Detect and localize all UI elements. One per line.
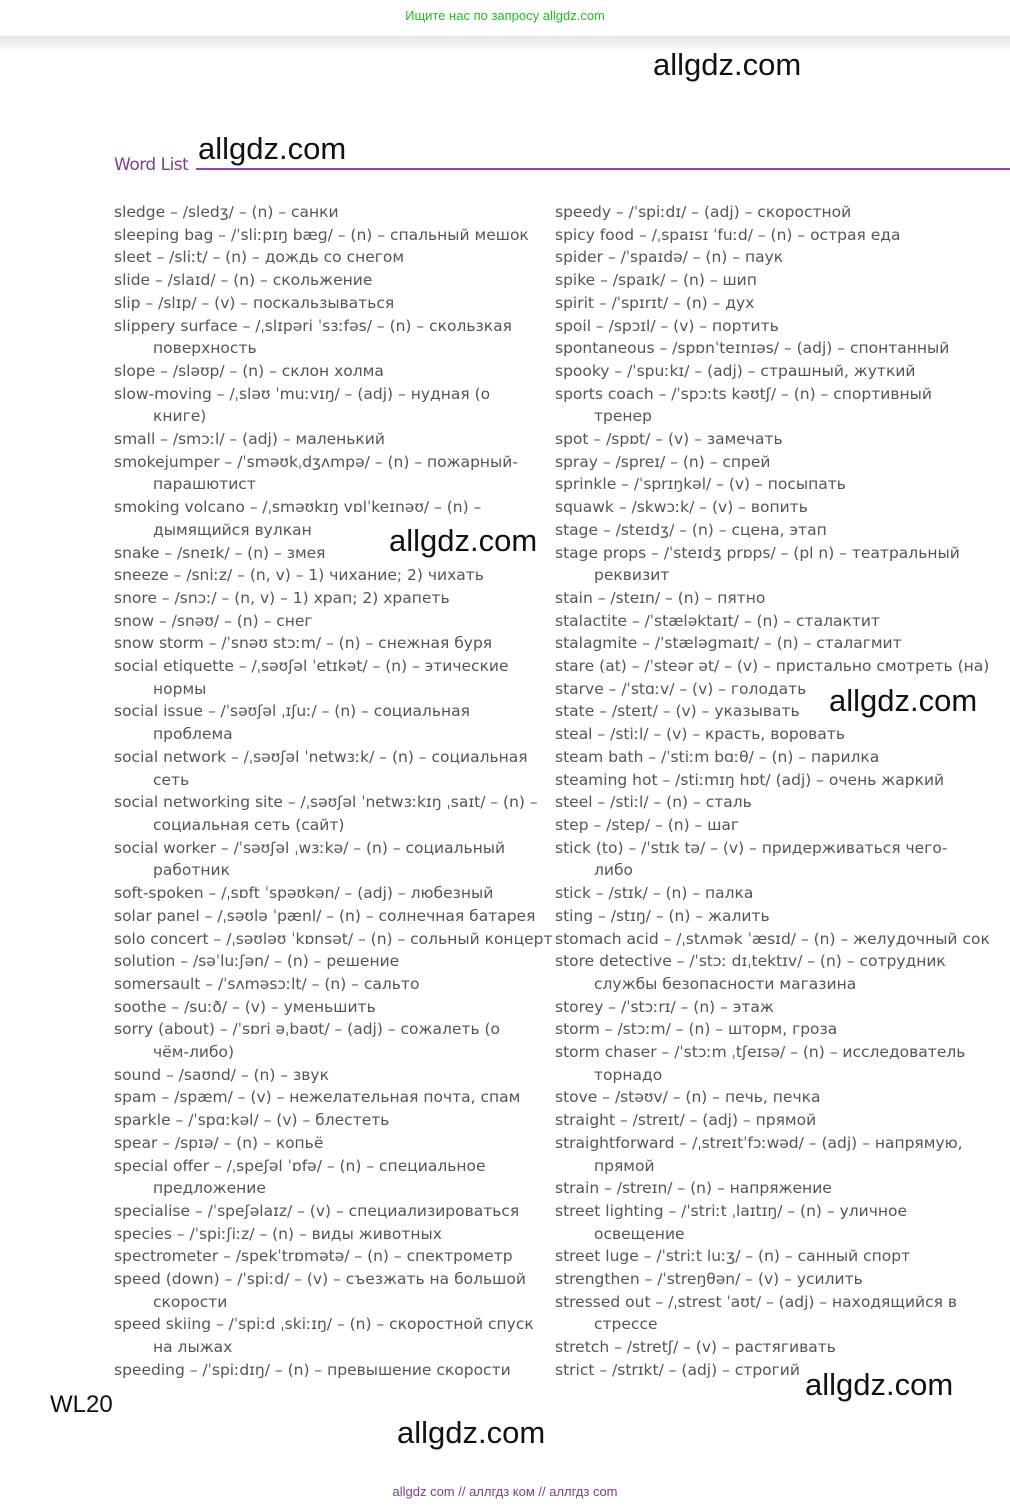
word-entry bbox=[555, 1018, 1005, 1041]
entry-continuation: книге) bbox=[153, 407, 207, 426]
word-entry bbox=[555, 451, 1005, 474]
entry-text: stage props – /ˈsteɪdʒ prɒps/ – (pl n) – театральный bbox=[555, 543, 960, 562]
word-entry bbox=[114, 837, 534, 882]
word-entry bbox=[114, 1268, 534, 1313]
entry-continuation: реквизит bbox=[594, 566, 670, 585]
entry-text: strict – /strɪkt/ – (adj) – строгий bbox=[555, 1360, 800, 1379]
entry-text: social networking site – /ˌsəʊʃəl ˈnetwɜːkɪŋ ˌsaɪt/ – (n) – bbox=[114, 793, 538, 812]
word-entry bbox=[555, 1177, 1005, 1200]
entry-text: stomach acid – /ˌstʌmək ˈæsɪd/ – (n) – желудочный сок bbox=[555, 929, 990, 948]
entry-text: solar panel – /ˌsəʊlə ˈpænl/ – (n) – солнечная батарея bbox=[114, 906, 536, 925]
word-entry bbox=[555, 882, 1005, 905]
word-entry bbox=[555, 292, 1005, 315]
entry-text: sorry (about) – /ˈsɒri əˌbaʊt/ – (adj) – сожалеть (о bbox=[114, 1020, 501, 1039]
entry-continuation: тренер bbox=[594, 407, 652, 426]
entry-continuation: на лыжах bbox=[153, 1338, 233, 1357]
entry-text: spontaneous – /spɒnˈteɪnɪəs/ – (adj) – спонтанный bbox=[555, 339, 950, 358]
entry-text: soothe – /suːð/ – (v) – уменьшить bbox=[114, 997, 376, 1016]
entry-text: speed (down) – /ˈspiːd/ – (v) – съезжать на большой bbox=[114, 1270, 526, 1289]
word-entry bbox=[114, 315, 534, 360]
entry-text: sting – /stɪŋ/ – (n) – жалить bbox=[555, 906, 770, 925]
entry-text: stalactite – /ˈstæləktaɪt/ – (n) – сталактит bbox=[555, 611, 880, 630]
entry-text: social issue – /ˈsəʊʃəl ˌɪʃuː/ – (n) – социальная bbox=[114, 702, 470, 721]
entry-text: sneeze – /sniːz/ – (n, v) – 1) чихание; 2) чихать bbox=[114, 566, 484, 585]
entry-continuation: скорости bbox=[153, 1292, 228, 1311]
entry-text: somersault – /ˈsʌməsɔːlt/ – (n) – сальто bbox=[114, 974, 420, 993]
entry-text: spam – /spæm/ – (v) – нежелательная почта, спам bbox=[114, 1088, 521, 1107]
entry-text: speed skiing – /ˈspiːd ˌskiːɪŋ/ – (n) – скоростной спуск bbox=[114, 1315, 534, 1334]
word-entry bbox=[114, 224, 534, 247]
word-entry bbox=[114, 746, 534, 791]
entry-text: store detective – /ˈstɔː dɪˌtektɪv/ – (n) – сотрудник bbox=[555, 952, 946, 971]
word-entry bbox=[114, 360, 534, 383]
entry-text: slide – /slaɪd/ – (n) – скольжение bbox=[114, 271, 373, 290]
word-entry bbox=[114, 1018, 534, 1063]
title-rule bbox=[196, 168, 1010, 170]
entry-text: spike – /spaɪk/ – (n) – шип bbox=[555, 271, 757, 290]
entry-continuation: торнадо bbox=[594, 1065, 663, 1084]
entry-text: solo concert – /ˌsəʊləʊ ˈkɒnsət/ – (n) – сольный концерт bbox=[114, 929, 553, 948]
entry-text: stare (at) – /ˈsteər ət/ – (v) – пристально смотреть (на) bbox=[555, 657, 990, 676]
entry-text: starve – /ˈstɑːv/ – (v) – голодать bbox=[555, 679, 807, 698]
word-entry bbox=[114, 1086, 534, 1109]
entry-continuation: либо bbox=[594, 861, 634, 880]
word-entry bbox=[114, 1359, 534, 1382]
entry-text: street lighting – /ˈstriːt ˌlaɪtɪŋ/ – (n) – уличное bbox=[555, 1201, 908, 1220]
page-number: WL20 bbox=[50, 1391, 113, 1418]
word-entry bbox=[555, 1268, 1005, 1291]
word-entry bbox=[555, 269, 1005, 292]
word-entry bbox=[114, 928, 553, 951]
entry-text: spectrometer – /spekˈtrɒmətə/ – (n) – спектрометр bbox=[114, 1247, 513, 1266]
word-entry bbox=[555, 905, 1005, 928]
entry-text: slippery surface – /ˌslɪpəri ˈsɜːfəs/ – (n) – скользкая bbox=[114, 316, 512, 335]
word-entry bbox=[555, 496, 1005, 519]
entry-text: step – /step/ – (n) – шаг bbox=[555, 815, 740, 834]
entry-text: spear – /spɪə/ – (n) – копьё bbox=[114, 1133, 324, 1152]
word-entry bbox=[555, 746, 1005, 769]
word-entry bbox=[555, 473, 1005, 496]
word-entry bbox=[555, 1336, 1005, 1359]
entry-text: sound – /saʊnd/ – (n) – звук bbox=[114, 1065, 329, 1084]
entry-text: slip – /slɪp/ – (v) – поскальзываться bbox=[114, 293, 395, 312]
word-entry bbox=[114, 973, 534, 996]
word-entry bbox=[555, 337, 1005, 360]
entry-text: social etiquette – /ˌsəʊʃəl ˈetɪkət/ – (n) – этические bbox=[114, 657, 509, 676]
word-entry bbox=[114, 1132, 534, 1155]
entry-text: slope – /sləʊp/ – (n) – склон холма bbox=[114, 361, 384, 380]
entry-text: stick – /stɪk/ – (n) – палка bbox=[555, 884, 754, 903]
word-entry bbox=[114, 1155, 534, 1200]
word-entry bbox=[114, 269, 534, 292]
entry-text: snow storm – /ˈsnəʊ stɔːm/ – (n) – снежная буря bbox=[114, 634, 493, 653]
word-entry bbox=[114, 428, 534, 451]
entry-text: stage – /steɪdʒ/ – (n) – сцена, этап bbox=[555, 520, 827, 539]
entry-text: sprinkle – /ˈsprɪŋkəl/ – (v) – посыпать bbox=[555, 475, 846, 494]
entry-text: sports coach – /ˈspɔːts kəʊtʃ/ – (n) – спортивный bbox=[555, 384, 932, 403]
word-entry bbox=[555, 1132, 1005, 1177]
entry-text: squawk – /skwɔːk/ – (v) – вопить bbox=[555, 498, 808, 517]
word-entry bbox=[114, 564, 534, 587]
entry-continuation: стрессе bbox=[594, 1315, 658, 1334]
word-entry bbox=[555, 814, 1005, 837]
word-entry bbox=[555, 1086, 1005, 1109]
entry-continuation: прямой bbox=[594, 1156, 655, 1175]
top-bar bbox=[0, 36, 1010, 49]
entry-text: steal – /stiːl/ – (v) – красть, воровать bbox=[555, 725, 845, 744]
word-entry bbox=[555, 224, 1005, 247]
word-entry bbox=[114, 996, 534, 1019]
word-entry bbox=[114, 383, 534, 428]
word-entry bbox=[114, 882, 534, 905]
word-entry bbox=[555, 928, 1005, 951]
word-entry bbox=[114, 950, 534, 973]
watermark: allgdz.com bbox=[805, 1367, 954, 1402]
word-entry bbox=[114, 246, 534, 269]
watermark: allgdz.com bbox=[389, 523, 538, 558]
entry-text: soft-spoken – /ˌsɒft ˈspəʊkən/ – (adj) – любезный bbox=[114, 884, 494, 903]
entry-text: spicy food – /ˌspaɪsɪ ˈfuːd/ – (n) – острая еда bbox=[555, 225, 901, 244]
entry-text: stressed out – /ˌstrest ˈaʊt/ – (adj) – находящийся в bbox=[555, 1292, 958, 1311]
entry-text: stalagmite – /ˈstæləɡmaɪt/ – (n) – сталагмит bbox=[555, 634, 902, 653]
word-entry bbox=[555, 246, 1005, 269]
entry-text: spirit – /ˈspɪrɪt/ – (n) – дух bbox=[555, 293, 755, 312]
word-entry bbox=[555, 723, 1005, 746]
word-entry bbox=[114, 791, 538, 836]
entry-continuation: поверхность bbox=[153, 339, 257, 358]
word-entry bbox=[114, 292, 534, 315]
watermark: allgdz.com bbox=[653, 47, 802, 82]
watermark: allgdz.com bbox=[397, 1415, 546, 1450]
entry-continuation: нормы bbox=[153, 679, 207, 698]
entry-continuation: освещение bbox=[594, 1224, 685, 1243]
entry-text: smokejumper – /ˈsməʊkˌdʒʌmpə/ – (n) – пожарный- bbox=[114, 452, 518, 471]
entry-text: spoil – /spɔɪl/ – (v) – портить bbox=[555, 316, 779, 335]
entry-text: smoking volcano – /ˌsməʊkɪŋ vɒlˈkeɪnəʊ/ – (n) – bbox=[114, 498, 482, 517]
word-entry bbox=[555, 519, 1005, 542]
word-entry bbox=[114, 1200, 534, 1223]
entry-text: straightforward – /ˌstreɪtˈfɔːwəd/ – (adj) – напрямую, bbox=[555, 1133, 963, 1152]
section-title: Word List bbox=[114, 155, 189, 175]
entry-text: snore – /snɔː/ – (n, v) – 1) храп; 2) храпеть bbox=[114, 588, 450, 607]
footer: allgdz com // аллгдз ком // аллгдз com bbox=[392, 1484, 618, 1499]
word-entry bbox=[555, 428, 1005, 451]
entry-text: straight – /streɪt/ – (adj) – прямой bbox=[555, 1111, 817, 1130]
entry-text: spooky – /ˈspuːkɪ/ – (adj) – страшный, жуткий bbox=[555, 361, 916, 380]
word-entry bbox=[555, 1245, 1005, 1268]
word-entry bbox=[114, 451, 534, 496]
entry-text: solution – /səˈluːʃən/ – (n) – решение bbox=[114, 952, 400, 971]
entry-text: steam bath – /ˈstiːm bɑːθ/ – (n) – парилка bbox=[555, 747, 880, 766]
entry-text: storey – /ˈstɔːrɪ/ – (n) – этаж bbox=[555, 997, 774, 1016]
entry-text: speedy – /ˈspiːdɪ/ – (adj) – скоростной bbox=[555, 203, 852, 221]
entry-continuation: дымящийся вулкан bbox=[153, 520, 312, 539]
entry-text: slow-moving – /ˌsləʊ ˈmuːvɪŋ/ – (adj) – нудная (о bbox=[114, 384, 491, 403]
right-column bbox=[555, 201, 1005, 1382]
entry-text: street luge – /ˈstriːt luːʒ/ – (n) – санный спорт bbox=[555, 1247, 911, 1266]
entry-text: stretch – /stretʃ/ – (v) – растягивать bbox=[555, 1338, 836, 1357]
word-entry bbox=[555, 1291, 1005, 1336]
entry-text: strengthen – /ˈstreŋθən/ – (v) – усилить bbox=[555, 1270, 863, 1289]
word-entry bbox=[114, 587, 534, 610]
entry-continuation: сеть bbox=[153, 770, 190, 789]
entry-text: social worker – /ˈsəʊʃəl ˌwɜːkə/ – (n) – социальный bbox=[114, 838, 506, 857]
word-entry bbox=[555, 837, 1005, 882]
entry-text: spot – /spɒt/ – (v) – замечать bbox=[555, 430, 783, 449]
entry-continuation: социальная сеть (сайт) bbox=[153, 815, 345, 834]
entry-text: spray – /spreɪ/ – (n) – спрей bbox=[555, 452, 771, 471]
word-entry bbox=[555, 1109, 1005, 1132]
word-entry bbox=[555, 655, 1005, 678]
entry-text: species – /ˈspiːʃiːz/ – (n) – виды животных bbox=[114, 1224, 442, 1243]
word-entry bbox=[555, 996, 1005, 1019]
entry-text: speeding – /ˈspiːdɪŋ/ – (n) – превышение скорости bbox=[114, 1360, 511, 1379]
entry-text: social network – /ˌsəʊʃəl ˈnetwɜːk/ – (n) – социальная bbox=[114, 747, 528, 766]
top-banner: Ищите нас по запросу allgdz.com bbox=[405, 8, 605, 23]
word-entry bbox=[555, 1041, 1005, 1086]
entry-continuation: работник bbox=[153, 861, 230, 880]
entry-text: small – /smɔːl/ – (adj) – маленький bbox=[114, 430, 385, 449]
word-entry bbox=[114, 1064, 534, 1087]
word-entry bbox=[114, 700, 534, 745]
entry-text: sleet – /sliːt/ – (n) – дождь со снегом bbox=[114, 248, 405, 267]
entry-text: strain – /streɪn/ – (n) – напряжение bbox=[555, 1179, 832, 1198]
word-entry bbox=[555, 950, 1005, 995]
entry-continuation: парашютист bbox=[153, 475, 256, 494]
word-entry bbox=[114, 1223, 534, 1246]
entry-text: state – /steɪt/ – (v) – указывать bbox=[555, 702, 800, 721]
watermark: allgdz.com bbox=[829, 683, 978, 718]
word-entry bbox=[114, 905, 534, 928]
word-entry bbox=[114, 1245, 534, 1268]
word-entry bbox=[114, 201, 534, 224]
word-entry bbox=[555, 632, 1005, 655]
entry-text: spider – /ˈspaɪdə/ – (n) – паук bbox=[555, 248, 784, 267]
entry-text: sledge – /sledʒ/ – (n) – санки bbox=[114, 203, 339, 221]
entry-continuation: чём-либо) bbox=[153, 1043, 235, 1062]
left-column bbox=[114, 201, 553, 1382]
word-entry bbox=[555, 791, 1005, 814]
word-entry bbox=[114, 1313, 534, 1358]
word-entry bbox=[555, 315, 1005, 338]
entry-continuation: проблема bbox=[153, 725, 233, 744]
entry-text: stick (to) – /ˈstɪk tə/ – (v) – придерживаться чего- bbox=[555, 838, 948, 857]
entry-text: storm – /stɔːm/ – (n) – шторм, гроза bbox=[555, 1020, 838, 1039]
entry-text: storm chaser – /ˈstɔːm ˌtʃeɪsə/ – (n) – исследователь bbox=[555, 1043, 966, 1062]
entry-text: stain – /steɪn/ – (n) – пятно bbox=[555, 588, 766, 607]
entry-continuation: службы безопасности магазина bbox=[594, 974, 857, 993]
entry-text: steaming hot – /stiːmɪŋ hɒt/ (adj) – очень жаркий bbox=[555, 770, 945, 789]
entry-text: stove – /stəʊv/ – (n) – печь, печка bbox=[555, 1088, 821, 1107]
word-entry bbox=[114, 632, 534, 655]
word-entry bbox=[555, 542, 1005, 587]
word-entry bbox=[555, 201, 1005, 224]
word-entry bbox=[555, 360, 1005, 383]
word-entry bbox=[114, 610, 534, 633]
word-entry bbox=[114, 1109, 534, 1132]
word-entry bbox=[114, 655, 534, 700]
entry-text: snow – /snəʊ/ – (n) – снег bbox=[114, 611, 313, 630]
entry-text: sparkle – /ˈspɑːkəl/ – (v) – блестеть bbox=[114, 1111, 390, 1130]
entry-text: steel – /stiːl/ – (n) – сталь bbox=[555, 793, 752, 812]
entry-text: sleeping bag – /ˈsliːpɪŋ bæɡ/ – (n) – спальный мешок bbox=[114, 225, 529, 244]
word-entry bbox=[555, 610, 1005, 633]
word-entry bbox=[555, 587, 1005, 610]
entry-continuation: предложение bbox=[153, 1179, 266, 1198]
watermark: allgdz.com bbox=[198, 131, 347, 166]
entry-text: specialise – /ˈspeʃəlaɪz/ – (v) – специализироваться bbox=[114, 1201, 520, 1220]
word-entry bbox=[555, 383, 1005, 428]
entry-text: snake – /sneɪk/ – (n) – змея bbox=[114, 543, 326, 562]
word-entry bbox=[555, 769, 1005, 792]
word-entry bbox=[555, 1200, 1005, 1245]
entry-text: special offer – /ˌspeʃəl ˈɒfə/ – (n) – специальное bbox=[114, 1156, 486, 1175]
